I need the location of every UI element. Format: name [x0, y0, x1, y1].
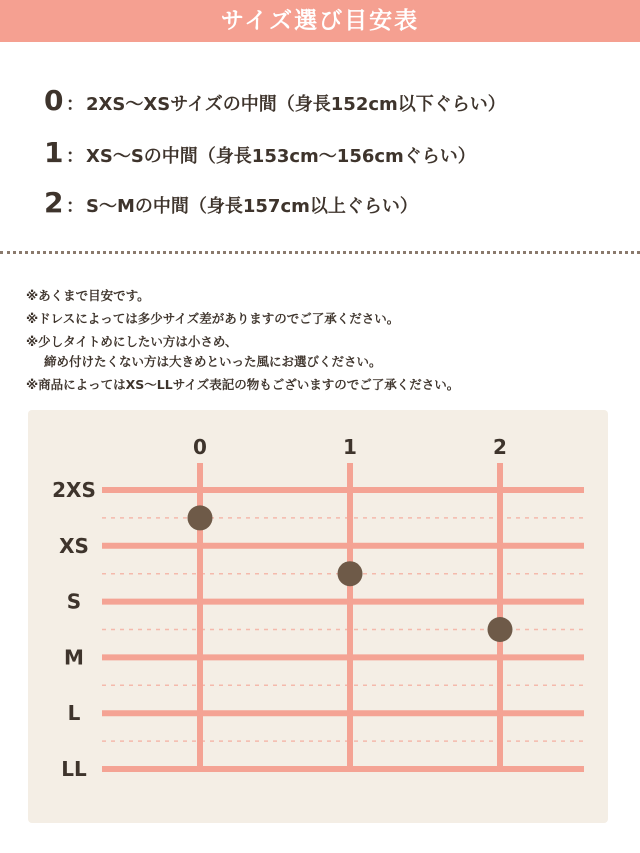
size-label-ll: LL — [61, 757, 87, 781]
size-1-number: 1 — [44, 136, 64, 169]
size-0-colon: ： — [66, 94, 84, 115]
size-label-s: S — [66, 589, 82, 614]
size-2-colon: ： — [66, 196, 84, 217]
column-label-0: 0 — [193, 435, 207, 459]
size-point-1 — [338, 561, 363, 586]
size-0-description: 2XS～XSサイズの中間（身長152cm以下ぐらい） — [86, 94, 506, 115]
size-label-xs: XS — [59, 533, 89, 558]
size-point-0 — [188, 505, 213, 530]
note-1: ※あくまで目安です。 — [26, 288, 150, 303]
page-title: サイズ選び目安表 — [0, 0, 640, 42]
size-1-row — [44, 136, 476, 169]
size-2-row — [44, 186, 418, 219]
note-3-continued: 締め付けたくない方は大きめといった風にお選びください。 — [44, 354, 382, 369]
size-2-description: S～Mの中間（身長157cm以上ぐらい） — [86, 196, 418, 217]
size-label-m: M — [64, 645, 84, 670]
note-2: ※ドレスによっては多少サイズ差がありますのでご了承ください。 — [26, 311, 400, 326]
size-label-2xs: 2XS — [52, 478, 96, 502]
dotted-separator — [0, 251, 640, 254]
column-label-1: 1 — [343, 435, 357, 459]
size-chart-panel — [28, 410, 608, 823]
column-label-2: 2 — [493, 435, 507, 459]
size-point-2 — [488, 617, 513, 642]
note-3: ※少しタイトめにしたい方は小さめ、 — [26, 334, 238, 349]
size-label-l: L — [67, 701, 81, 726]
size-0-row — [44, 84, 506, 117]
size-0-number: 0 — [44, 84, 64, 117]
size-1-description: XS～Sの中間（身長153cm～156cmぐらい） — [86, 146, 476, 167]
size-2-number: 2 — [44, 186, 64, 219]
size-chart — [28, 410, 608, 823]
size-1-colon: ： — [66, 146, 84, 167]
note-4: ※商品によってはXS～LLサイズ表記の物もございますのでご了承ください。 — [26, 377, 460, 392]
